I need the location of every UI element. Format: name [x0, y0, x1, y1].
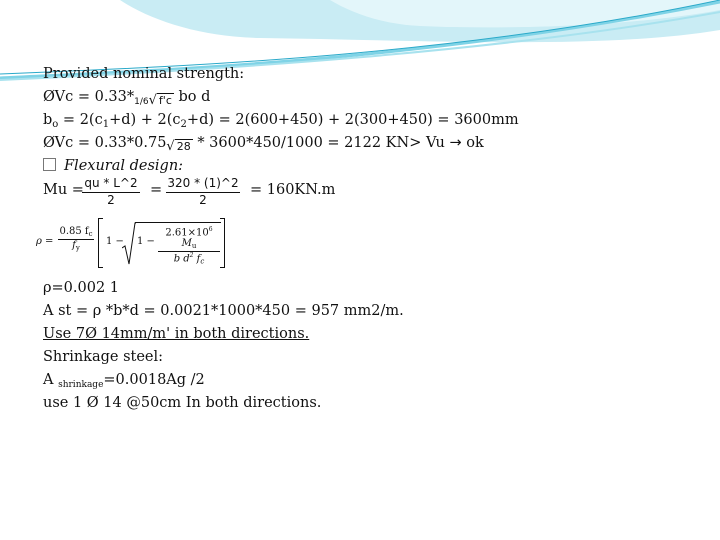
right-bracket — [220, 218, 225, 268]
text: A — [43, 372, 59, 388]
text: =0.0018Ag /2 — [103, 372, 205, 388]
subscript: 2 — [180, 119, 187, 130]
steel-area-formula: A st = ρ *b*d = 0.0021*1000*450 = 957 mm2/m. — [43, 303, 404, 319]
inner-fraction — [158, 226, 220, 266]
moment-formula-lead: Mu = — [43, 182, 84, 198]
exponent: 2 — [189, 252, 194, 260]
shrinkage-reinforcement-note: use 1 Ø 14 @50cm In both directions. — [43, 395, 322, 411]
reinforcement-ratio-formula — [36, 218, 226, 270]
text: +d) = 2(600+450) + 2(300+450) = 3600mm — [186, 112, 519, 128]
square-root-icon — [122, 222, 136, 266]
sqrt-28-term — [166, 137, 192, 156]
shear-check-formula — [43, 134, 484, 156]
rho-denominator: f — [72, 240, 76, 251]
sqrt-symbol: √ — [166, 139, 175, 154]
text: ØVc = 0.33*0.75 — [43, 135, 167, 151]
subscript: c — [88, 230, 93, 238]
arrow-right-icon: → — [449, 135, 462, 151]
subscript: u — [191, 242, 197, 251]
formula-text: ØVc = 0.33* — [43, 89, 135, 105]
flexural-design-heading — [43, 157, 183, 175]
text: = 2(c — [58, 112, 103, 128]
sqrt-fc-term — [134, 91, 174, 111]
subscript: 1 — [102, 119, 110, 130]
subscript: shrinkage — [58, 380, 104, 390]
inner-numerator-mu: M — [181, 238, 192, 250]
moment-result: = 160KN.m — [250, 182, 336, 198]
subscript: o — [52, 119, 59, 130]
main-reinforcement-note: Use 7Ø 14mm/m' in both directions. — [43, 326, 310, 342]
bullet-box-icon — [43, 158, 56, 171]
moment-fraction-1 — [82, 176, 140, 212]
heading-nominal-strength: Provided nominal strength: — [43, 66, 245, 82]
inner-numerator: 2.61×10 — [165, 227, 209, 239]
flexural-design-label: Flexural design: — [64, 158, 184, 174]
subscript: c — [200, 257, 205, 266]
left-bracket — [98, 218, 103, 268]
moment-fraction-2 — [166, 176, 240, 212]
rho-lhs: ρ = — [36, 236, 54, 247]
equals-sign: = — [150, 182, 163, 198]
fraction-numerator: 320 * (1)^2 — [166, 176, 240, 193]
sqrt-argument: 28 — [176, 140, 191, 153]
formula-text-tail: bo d — [173, 89, 211, 105]
fraction-denominator: 2 — [107, 193, 115, 207]
shrinkage-steel-heading: Shrinkage steel: — [43, 349, 164, 365]
perimeter-formula — [43, 111, 519, 134]
inner-one-minus: 1 − — [137, 236, 155, 247]
exponent: 6 — [208, 226, 213, 233]
rho-one-minus: 1 − — [106, 236, 124, 247]
text: +d) + 2(c — [109, 112, 181, 128]
text: b — [43, 112, 53, 128]
inner-denominator: b d — [173, 253, 190, 265]
fraction-numerator: qu * L^2 — [82, 176, 140, 193]
rho-numerator: 0.85 f — [59, 226, 89, 237]
sqrt-argument: f'c — [158, 94, 172, 107]
sqrt-symbol: √ — [148, 93, 157, 108]
rho-value: ρ=0.002 1 — [43, 280, 120, 296]
text: * 3600*450/1000 = 2122 KN> Vu — [192, 135, 450, 151]
shrinkage-area-formula — [43, 371, 205, 394]
shear-capacity-formula — [43, 88, 210, 111]
sqrt-coefficient: 1/6 — [134, 97, 149, 107]
inner-denominator-fc: f — [193, 253, 201, 265]
text: ok — [461, 135, 484, 151]
fraction-denominator: 2 — [199, 193, 207, 207]
subscript: y — [75, 244, 80, 252]
rho-outer-fraction — [58, 226, 94, 252]
sqrt-overline — [135, 222, 221, 223]
